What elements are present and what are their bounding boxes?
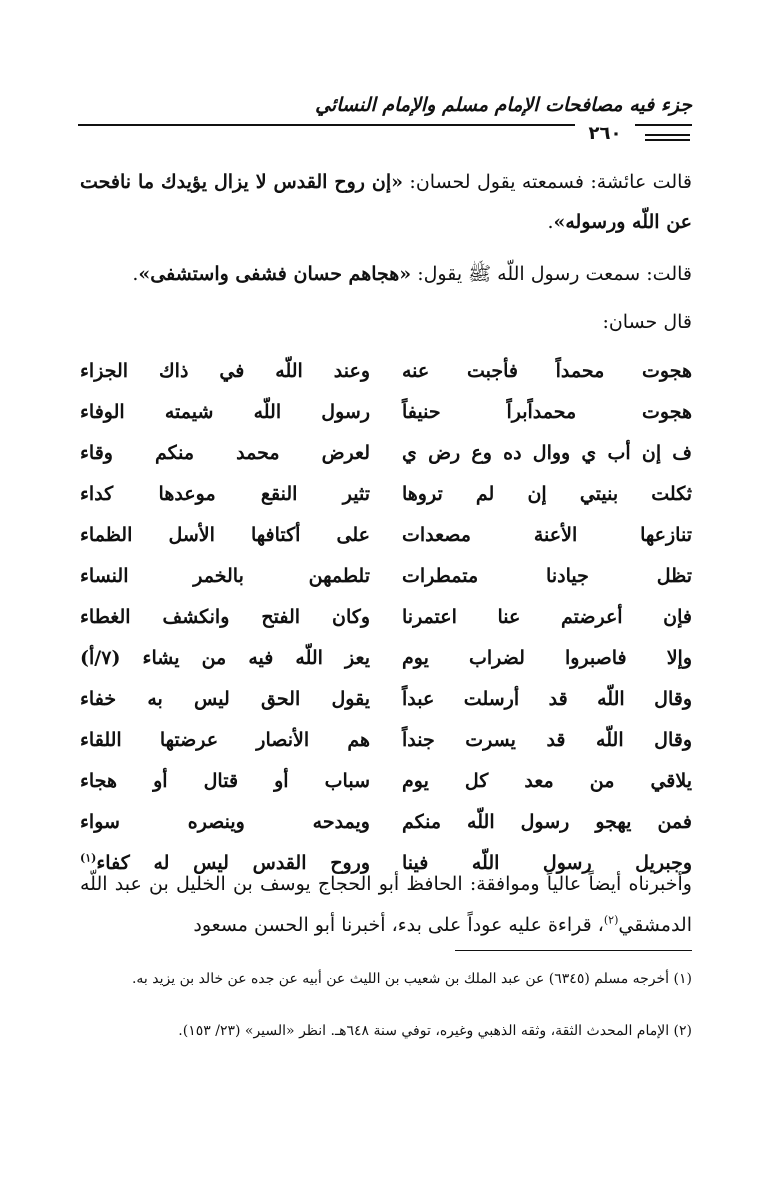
- verse-first-half: وقال اللّه قد يسرت جنداً: [402, 728, 692, 751]
- poem-verse: [80, 637, 692, 678]
- footnote: (١) أخرجه مسلم (٦٣٤٥) عن عبد الملك بن شعيب بن الليث عن أبيه عن جده عن خالد بن يزيد به.: [131, 971, 692, 987]
- paragraph-end: .: [132, 263, 139, 285]
- footnote: (٢) الإمام المحدث الثقة، وثقه الذهبي وغيره، توفي سنة ٦٤٨هـ. انظر «السير» (٢٣/ ١٥٣).: [178, 1023, 692, 1039]
- running-title: جزء فيه مصافحات الإمام مسلم والإمام النسائي: [315, 94, 692, 116]
- paragraph-intro: قالت: سمعت رسول اللّه ﷺ يقول:: [411, 263, 692, 285]
- verse-first-half: وجبريل رسول اللّه فينا: [402, 851, 692, 874]
- isnad-text: وأخبرناه أيضاً عالياً وموافقة: الحافظ أبو الحجاج يوسف بن الخليل بن عبد اللّه الدمشقي: [80, 873, 692, 936]
- verse-first-half: هجوت محمداً فأجبت عنه: [402, 359, 692, 382]
- hadith-quote: «إن روح القدس لا يزال يؤيدك ما نافحت عن اللّه ورسوله»: [80, 171, 692, 233]
- poem-verse: [80, 514, 692, 555]
- verse-first-half: تنازعها الأعنة مصعدات: [402, 523, 692, 546]
- verse-second-half: على أكتافها الأسل الظماء: [80, 523, 370, 546]
- verse-second-half: تثير النقع موعدها كداء: [80, 482, 370, 505]
- page-number-rule: [645, 134, 690, 136]
- verse-first-half: ف إن أب ي ووال ده وع رض ي: [402, 441, 692, 464]
- isnad-text: ، قراءة عليه عوداً على بدء، أخبرنا أبو الحسن مسعود: [193, 914, 604, 936]
- verse-second-half: ويمدحه وينصره سواء: [80, 810, 370, 833]
- verse-second-half: وكان الفتح وانكشف الغطاء: [80, 605, 370, 628]
- footnote-ref: (٢): [603, 913, 619, 927]
- poem-verse: [80, 801, 692, 842]
- poem-verse: [80, 391, 692, 432]
- footnote-ref: (١): [80, 851, 97, 865]
- poem-verse: [80, 350, 692, 391]
- verse-second-half: سباب أو قتال أو هجاء: [80, 769, 370, 792]
- paragraph-isnad: [80, 864, 692, 946]
- verse-second-half: تلطمهن بالخمر النساء: [80, 564, 370, 587]
- paragraph-hassan-said: قال حسان:: [602, 311, 692, 333]
- verse-second-half: يعز اللّه فيه من يشاء (٧/أ): [80, 646, 370, 669]
- paragraph-prophet-quote: [80, 254, 692, 294]
- verse-second-half: رسول اللّه شيمته الوفاء: [80, 400, 370, 423]
- verse-second-half: هم الأنصار عرضتها اللقاء: [80, 728, 370, 751]
- poem-verse: [80, 719, 692, 760]
- paragraph-aisha-quote: [80, 162, 692, 242]
- verse-first-half: ثكلت بنيتي إن لم تروها: [402, 482, 692, 505]
- paragraph-end: .: [547, 211, 554, 233]
- verse-second-half: وعند اللّه في ذاك الجزاء: [80, 359, 370, 382]
- page-number-rule: [645, 139, 690, 141]
- poem-verse: [80, 473, 692, 514]
- poem-verse: [80, 555, 692, 596]
- verse-text: وروح القدس ليس له كفاء: [96, 851, 370, 874]
- verse-second-half: لعرض محمد منكم وقاء: [80, 441, 370, 464]
- poem-verse: [80, 760, 692, 801]
- footnote-rule: [455, 950, 692, 951]
- poem-verse: [80, 678, 692, 719]
- poem-verse: [80, 432, 692, 473]
- verse-first-half: وإلا فاصبروا لضراب يوم: [402, 646, 692, 669]
- page-number: ٢٦٠: [575, 124, 635, 144]
- verse-first-half: تظل جيادنا متمطرات: [402, 564, 692, 587]
- verse-first-half: وقال اللّه قد أرسلت عبداً: [402, 687, 692, 710]
- verse-first-half: يلاقي من معد كل يوم: [402, 769, 692, 792]
- poem: [80, 350, 692, 883]
- hadith-quote: «هجاهم حسان فشفى واستشفى»: [138, 263, 412, 285]
- verse-first-half: فمن يهجو رسول اللّه منكم: [402, 810, 692, 833]
- verse-second-half: يقول الحق ليس به خفاء: [80, 687, 370, 710]
- poem-verse: [80, 596, 692, 637]
- paragraph-intro: قالت عائشة: فسمعته يقول لحسان:: [403, 171, 692, 193]
- verse-first-half: فإن أعرضتم عنا اعتمرنا: [402, 605, 692, 628]
- verse-first-half: هجوت محمداًبراً حنيفاً: [402, 400, 692, 423]
